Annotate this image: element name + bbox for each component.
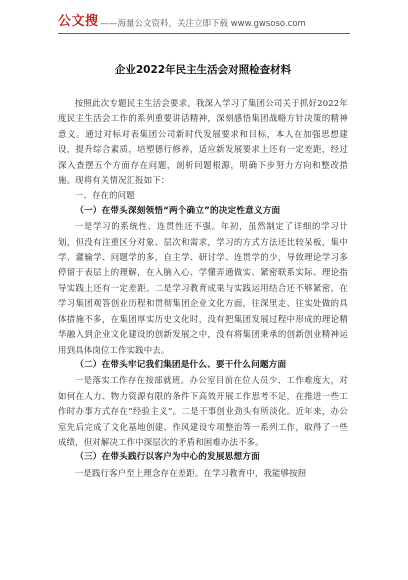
tagline-text: ——海量公文资料，关注立即下载 — [100, 19, 229, 29]
section-heading: 一、存在的问题 — [74, 190, 135, 201]
subsection-heading-1: （一）在带头深刻领悟“两个确立”的决定性意义方面 — [75, 205, 281, 216]
paragraph-2: 一是落实工作存在按部就班。办公室目前在位人员少、工作难度大，对如何在人力、物力资源有限的条件下高效开展工作思考不足，在推进一些工作时办事方式存在“经验主义”。二是干事创业劲头有所淡化。近年来，办公室先后完成了文化基地创建、作风建设专项整治等一系列工作，取得了一些成绩，但对解决工作中深层次的矛盾和困难办法不多。 — [58, 375, 348, 447]
document-title: 企业2022年民主生活会对照检查材料 — [114, 64, 292, 76]
intro-paragraph: 按照此次专题民主生活会要求，我深入学习了集团公司关于抓好2022年度民主生活会工作的系列重要讲话精神，深刻感悟集团战略方针决策的精神意义。通过对标对表集团公司新时代发展要求和目标，本人在加强思想建设，提升综合素质，培塑德行修养，适应新发展要求上还有一定差距，经过深入查摆五个方面存在问题，剖析问题根源，明确下步努力方向和整改措施。现将有关情况汇报如下： — [58, 98, 348, 186]
subsection-heading-3: （三）在带头践行以客户为中心的发展思想方面 — [75, 452, 260, 463]
site-url-link[interactable]: www.gwsoso.com — [230, 19, 306, 29]
document-body — [58, 96, 348, 481]
paragraph-1: 一是学习的系统性、连贯性还不强。年初，虽然制定了详细的学习计划，但没有注重区分对象、层次和需求，学习的方式方法还比较呆板，集中学、灌输学、问题学的多，自主学、研讨学、连贯学的少，导致理论学习多停留于表层上的理解，在入脑入心、学懂弄通做实、紧密联系实际、理论指导实践上还有一定差距。二是学习教育成果与实践运用结合还不够紧密。在学习集团观答创业历程和贯彻集团企业文化方面，往深里走、往实处做的具体措施不多，在集团厚实历史文化时，没有把集团发展过程中形成的理论精华融入到企业文化建设的创新发展之中，没有将集团秉承的创新创业精神运用到具体岗位工作实践中去。 — [58, 221, 348, 355]
paragraph-3: 一是践行客户至上理念存在差距。在学习教育中，我能够按照 — [74, 467, 307, 478]
header-tagline — [101, 17, 306, 29]
brand-logo[interactable]: 公文搜 — [58, 14, 99, 29]
subsection-heading-2: （二）在带头牢记我们集团是什么、要干什么问题方面 — [75, 359, 287, 370]
site-header — [58, 4, 350, 34]
